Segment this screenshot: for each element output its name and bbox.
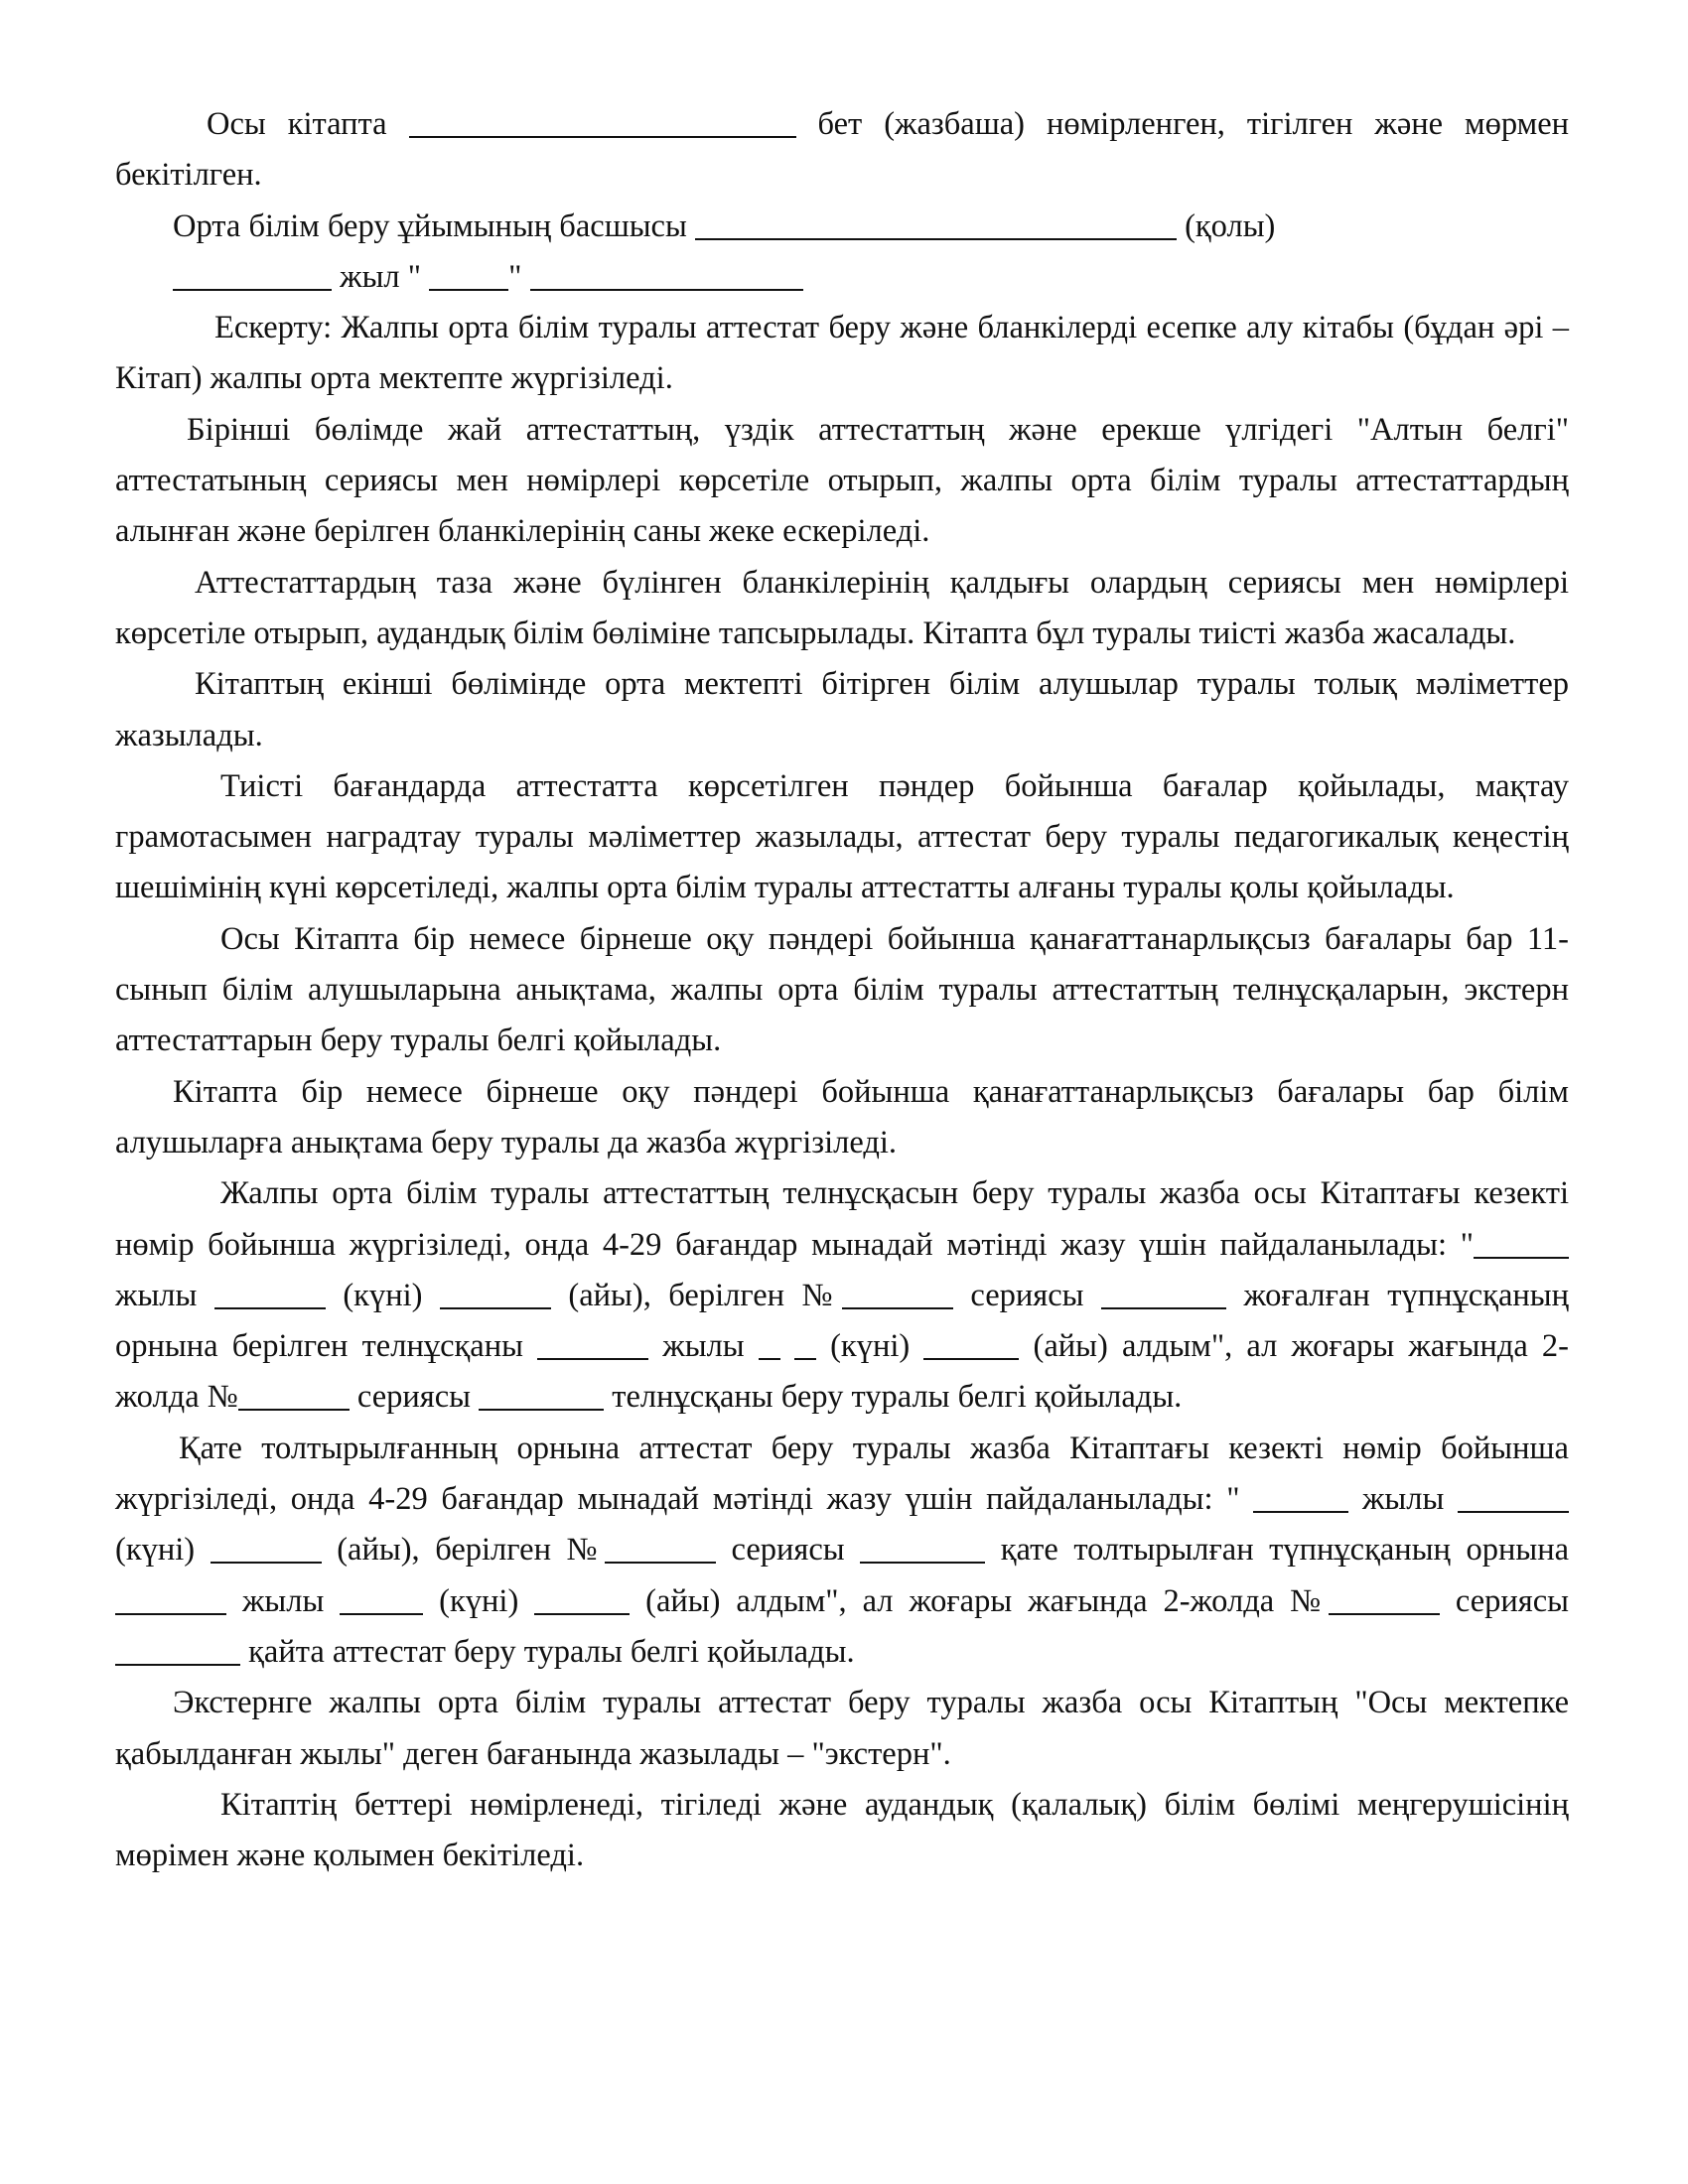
- text: қате толтырылған түпнұсқаның орнына: [1000, 1532, 1570, 1569]
- text: Жалпы орта білім туралы аттестаттың телнұсқасын беру туралы жазба осы Кітаптағы кезекті нөмір бойынша жүргізіледі, онда 4-29 бағандар мынадай мәтінді жазу үшін пайдаланылады: ": [115, 1175, 1569, 1263]
- text: (күні): [343, 1277, 423, 1313]
- year-field[interactable]: [173, 258, 332, 291]
- paragraph-second-section: Кітаптың екінші бөлімінде орта мектепті бітірген білім алушылар туралы толық мәліметтер жазылады.: [115, 666, 1569, 753]
- paragraph-note: Ескерту: Жалпы орта білім туралы аттестат беру және бланкілерді есепке алу кітабы (бұдан әрі – Кітап) жалпы орта мектепте жүргізіледі.: [115, 310, 1569, 397]
- text: жылы: [115, 1277, 198, 1313]
- paragraph-extern: Экстернге жалпы орта білім туралы аттестат беру туралы жазба осы Кітаптың "Осы мектепке қабылданған жылы" деген бағанында жазылады – "экстерн".: [115, 1685, 1569, 1772]
- paragraph-duplicate: [115, 1168, 1569, 1423]
- text: сериясы: [356, 1379, 472, 1416]
- paragraph-grades: Тиісті бағандарда аттестатта көрсетілген пәндер бойынша бағалар қойылады, мақтау грамотасымен наградтау туралы мәліметтер жазылады, аттестат беру туралы педагогикалық кеңестің шешімінің күні көрсетіледі, жалпы орта білім туралы аттестатты алғаны туралы қолы қойылады.: [115, 767, 1569, 906]
- pages-count-field[interactable]: [409, 105, 796, 138]
- paragraph-pages-count: [115, 99, 1569, 202]
- corr-received-day-field[interactable]: [340, 1582, 423, 1615]
- corr-series-field[interactable]: [860, 1531, 985, 1564]
- text: (айы) алдым", ал жоғары жағында 2-жолда №: [645, 1582, 1329, 1619]
- dup-received-day-field-a[interactable]: [759, 1327, 780, 1360]
- dup-month-field[interactable]: [440, 1277, 551, 1309]
- dup-year-field[interactable]: [1474, 1226, 1569, 1259]
- corr-received-month-field[interactable]: [534, 1582, 630, 1615]
- text: (айы), берілген №: [337, 1532, 605, 1569]
- corr-row2-number-field[interactable]: [1329, 1582, 1440, 1615]
- corr-day-field[interactable]: [1458, 1480, 1569, 1513]
- dup-day-field[interactable]: [214, 1277, 326, 1309]
- text: ": [508, 258, 522, 295]
- paragraph-date: [115, 252, 1569, 303]
- corr-month-field[interactable]: [211, 1531, 322, 1564]
- corr-number-field[interactable]: [605, 1531, 716, 1564]
- text: Қате толтырылғанның орнына аттестат беру туралы жазба Кітаптағы кезекті нөмір бойынша жүргізіледі, онда 4-29 бағандар мынадай мәтінді жазу үшін пайдаланылады: ": [115, 1430, 1569, 1518]
- text: телнұсқаны беру туралы белгі қойылады.: [612, 1379, 1183, 1416]
- text: Осы кітапта: [207, 106, 387, 142]
- head-signature-field[interactable]: [695, 207, 1177, 240]
- dup-received-year-field[interactable]: [537, 1327, 648, 1360]
- day-field[interactable]: [429, 258, 508, 291]
- paragraph-references: Кітапта бір немесе бірнеше оқу пәндері бойынша қанағаттанарлықсыз бағалары бар білім алушыларға анықтама беру туралы да жазба жүргізіледі.: [115, 1073, 1569, 1160]
- paragraph-corrected: [115, 1424, 1569, 1678]
- text: қайта аттестат беру туралы белгі қойылады.: [248, 1633, 855, 1670]
- corr-year-field[interactable]: [1253, 1480, 1348, 1513]
- dup-row2-number-field[interactable]: [238, 1379, 350, 1412]
- text: (айы), берілген №: [568, 1277, 842, 1313]
- corr-row2-series-field[interactable]: [115, 1633, 240, 1666]
- month-field[interactable]: [530, 258, 803, 291]
- paragraph-binding: Кітаптің беттері нөмірленеді, тігіледі және аудандық (қалалық) білім бөлімі меңгерушісінің мөрімен және қолымен бекітіледі.: [115, 1786, 1569, 1874]
- paragraph-head-signature: [115, 202, 1569, 252]
- paragraph-blank-remainder: Аттестаттардың таза және бүлінген бланкілерінің қалдығы олардың сериясы мен нөмірлері көрсетіле отырып, аудандық білім бөліміне тапсырылады. Кітапта бұл туралы тиісті жазба жасалады.: [115, 564, 1569, 651]
- text: (күні): [439, 1582, 519, 1619]
- dup-received-month-field[interactable]: [923, 1327, 1019, 1360]
- text: сериясы: [1455, 1582, 1569, 1619]
- paragraph-certificates: Осы Кітапта бір немесе бірнеше оқу пәндері бойынша қанағаттанарлықсыз бағалары бар 11-сынып білім алушыларына анықтама, жалпы орта білім туралы аттестаттың телнұсқаларын, экстерн аттестаттарын беру туралы белгі қойылады.: [115, 920, 1569, 1059]
- text: жоғалған түпнұсқаның орнына берілген телнұсқаны: [115, 1277, 1570, 1365]
- dup-series-field[interactable]: [1101, 1277, 1226, 1309]
- text: жылы: [241, 1582, 325, 1619]
- dup-received-day-field-b[interactable]: [794, 1327, 816, 1360]
- text: жыл ": [340, 258, 422, 295]
- text: сериясы: [970, 1277, 1084, 1313]
- document-page: [115, 99, 1569, 1881]
- corr-received-year-field[interactable]: [115, 1582, 226, 1615]
- text: (күні): [115, 1532, 196, 1569]
- text: сериясы: [731, 1532, 845, 1569]
- paragraph-first-section: Бірінші бөлімде жай аттестаттың, үздік аттестаттың және ерекше үлгідегі "Алтын белгі" аттестатының сериясы мен нөмірлері көрсетіле отырып, жалпы орта білім туралы аттестаттардың алынған және берілген бланкілерінің саны жеке ескеріледі.: [115, 411, 1569, 550]
- text: бет (жазбаша) нөмірленген, тігілген және мөрмен бекітілген.: [115, 106, 1570, 194]
- text: жылы: [1361, 1481, 1445, 1518]
- text: (қолы): [1185, 207, 1276, 244]
- text: (айы) алдым", ал жоғары жағында 2-жолда №: [115, 1328, 1570, 1416]
- dup-row2-series-field[interactable]: [479, 1379, 604, 1412]
- text: (күні): [830, 1328, 911, 1365]
- text: жылы: [662, 1328, 745, 1365]
- text: Орта білім беру ұйымының басшысы: [173, 207, 687, 244]
- dup-number-field[interactable]: [842, 1277, 953, 1309]
